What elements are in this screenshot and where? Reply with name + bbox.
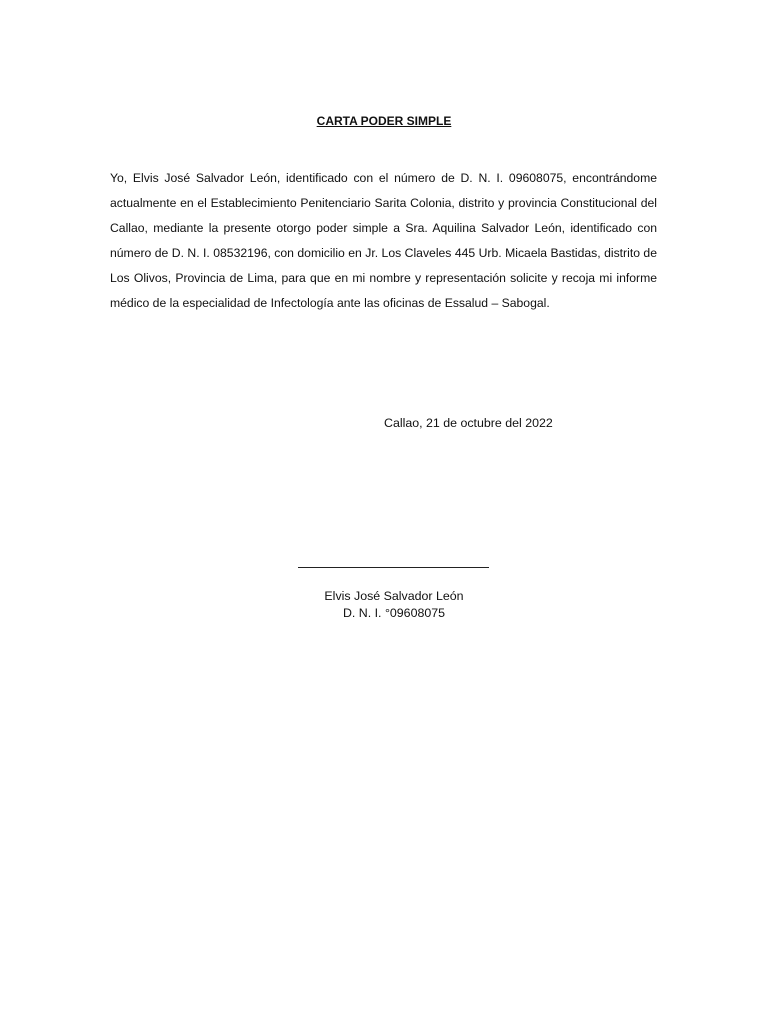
signer-id: D. N. I. °09608075	[342, 606, 446, 620]
document-body: Yo, Elvis José Salvador León, identificado con el número de D. N. I. 09608075, encontrándome actualmente en el Establecimiento Penitenciario Sarita Colonia, distrito y provincia Constitucional del Callao, mediante la presente otorgo poder simple a Sra. Aquilina Salvador León, identificado con número de D. N. I. 08532196, con domicilio en Jr. Los Claveles 445 Urb. Micaela Bastidas, distrito de Los Olivos, Provincia de Lima, para que en mi nombre y representación solicite y recoja mi informe médico de la especialidad de Infectología ante las oficinas de Essalud – Sabogal.	[110, 171, 657, 310]
document-date: Callao, 21 de octubre del 2022	[384, 416, 553, 430]
signature-block	[0, 588, 768, 622]
signer-name: Elvis José Salvador León	[324, 589, 464, 603]
signature-line	[298, 567, 489, 568]
document-title: CARTA PODER SIMPLE	[316, 114, 452, 128]
